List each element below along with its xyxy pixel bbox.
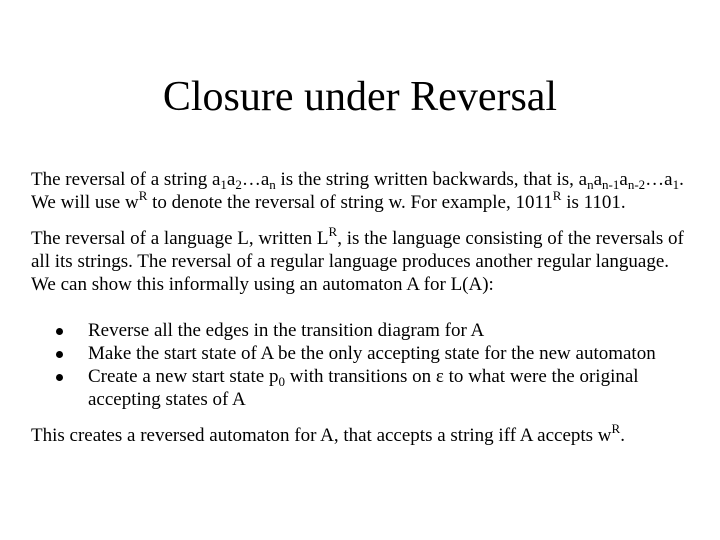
paragraph-line <box>31 188 715 214</box>
subscript: n-2 <box>627 177 646 192</box>
text-span: The reversal of a string a <box>31 169 221 190</box>
superscript: R <box>552 188 562 203</box>
subscript: 0 <box>278 374 285 389</box>
subscript: 1 <box>672 177 680 192</box>
subscript: n-1 <box>602 177 620 192</box>
construction-steps-list <box>31 319 715 411</box>
subscript: n <box>269 177 276 192</box>
bullet-icon <box>56 351 63 358</box>
text-span: to denote the reversal of string w. For example, 1011 <box>147 192 553 213</box>
text-span: . <box>620 425 625 446</box>
paragraph-line <box>31 224 715 250</box>
text-span: a <box>593 169 603 190</box>
text-span: …a <box>241 169 270 190</box>
reversal-string-paragraph <box>31 168 715 214</box>
superscript: R <box>138 188 148 203</box>
list-item-text <box>88 365 715 388</box>
paragraph-line: We can show this informally using an automaton A for L(A): <box>31 274 494 295</box>
text-span: The reversal of a language L, written L <box>31 228 329 249</box>
text-span: with transitions on ε to what were the original <box>284 366 639 387</box>
list-item <box>31 365 715 411</box>
conclusion-paragraph <box>31 421 715 447</box>
text-span: is 1101. <box>561 192 626 213</box>
bullet-icon <box>56 328 63 335</box>
text-span: is the string written backwards, that is, a <box>275 169 588 190</box>
text-span: This creates a reversed automaton for A, that accepts a string iff A accepts w <box>31 425 612 446</box>
slide-body <box>31 168 715 447</box>
paragraph-line: all its strings. The reversal of a regular language produces another regular language. <box>31 251 670 272</box>
slide-title: Closure under Reversal <box>162 74 558 120</box>
bullet-icon <box>56 374 63 381</box>
text-span: We will use w <box>31 192 139 213</box>
text-span: …a <box>645 169 673 190</box>
subscript: 1 <box>220 177 227 192</box>
reversal-language-paragraph <box>31 224 715 296</box>
superscript: R <box>328 224 338 239</box>
text-span: . <box>679 169 684 190</box>
text-span: Create a new start state p <box>88 366 279 387</box>
paragraph-line <box>31 168 715 191</box>
subscript: n <box>587 177 594 192</box>
superscript: R <box>611 421 621 436</box>
list-item-text: Make the start state of A be the only accepting state for the new automaton <box>88 343 656 364</box>
text-span: , is the language consisting of the reversals of <box>337 228 684 249</box>
text-span: a <box>226 169 236 190</box>
text-span: a <box>619 169 628 190</box>
list-item-text: Reverse all the edges in the transition diagram for A <box>88 320 485 341</box>
list-item <box>31 319 715 342</box>
subscript: 2 <box>235 177 242 192</box>
list-item-text: accepting states of A <box>88 389 246 410</box>
list-item <box>31 342 715 365</box>
